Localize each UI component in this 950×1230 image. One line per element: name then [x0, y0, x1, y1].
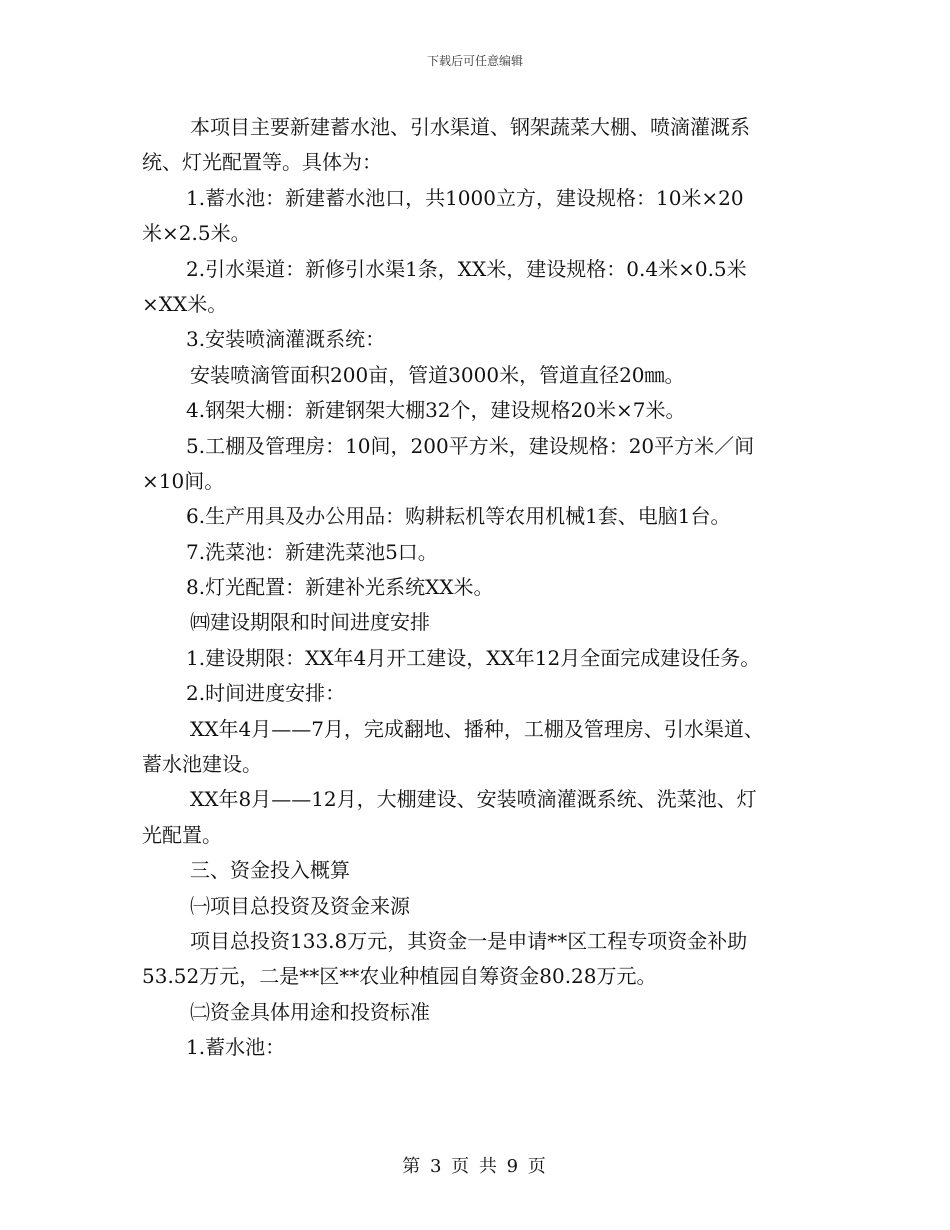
section-heading: ㈡资金具体用途和投资标准 [190, 999, 430, 1024]
text-line: 2.引水渠道：新修引水渠1条，XX米，建设规格：0.4米×0.5米 [186, 256, 747, 281]
text-line: 光配置。 [142, 822, 222, 847]
text-line: 8.灯光配置：新建补光系统XX米。 [186, 575, 494, 600]
section-heading: ㈠项目总投资及资金来源 [190, 893, 410, 918]
text-line: 统、灯光配置等。具体为： [142, 150, 382, 175]
text-line: 4.钢架大棚：新建钢架大棚32个，建设规格20米×7米。 [186, 398, 686, 423]
page-header: 下载后可任意编辑 [426, 54, 523, 68]
section-heading: ㈣建设期限和时间进度安排 [190, 610, 430, 635]
text-line: 本项目主要新建蓄水池、引水渠道、钢架蔬菜大棚、喷滴灌溉系 [190, 115, 750, 139]
text-line: XX年8月——12月，大棚建设、安装喷滴灌溉系统、洗菜池、灯 [190, 787, 757, 812]
text-line: 米×2.5米。 [142, 221, 251, 246]
text-line: 安装喷滴管面积200亩，管道3000米，管道直径20㎜。 [190, 362, 685, 387]
document-body [142, 110, 812, 1066]
text-line: 1.建设期限：XX年4月开工建设，XX年12月全面完成建设任务。 [186, 645, 761, 670]
text-line: 1.蓄水池： [186, 1035, 286, 1060]
text-line: 6.生产用具及办公用品：购耕耘机等农用机械1套、电脑1台。 [186, 504, 731, 529]
text-line: 蓄水池建设。 [142, 752, 262, 777]
text-line: 项目总投资133.8万元，其资金一是申请**区工程专项资金补助 [190, 928, 748, 953]
text-line: ×XX米。 [142, 291, 228, 316]
text-line: 7.洗菜池：新建洗菜池5口。 [186, 539, 438, 564]
text-line: 5.工棚及管理房：10间，200平方米，建设规格：20平方米／间 [186, 433, 755, 458]
text-line: XX年4月——7月，完成翻地、播种，工棚及管理房、引水渠道、 [190, 716, 764, 741]
text-line: 53.52万元，二是**区**农业种植园自筹资金80.28万元。 [142, 964, 657, 989]
section-heading: 三、资金投入概算 [190, 858, 350, 883]
page-footer: 第 3 页 共 9 页 [402, 1156, 548, 1177]
text-line: 3.安装喷滴灌溉系统： [186, 327, 386, 352]
text-line: ×10间。 [142, 468, 225, 493]
text-line: 1.蓄水池：新建蓄水池口，共1000立方，建设规格：10米×20 [186, 185, 744, 210]
text-line: 2.时间进度安排： [186, 681, 346, 706]
